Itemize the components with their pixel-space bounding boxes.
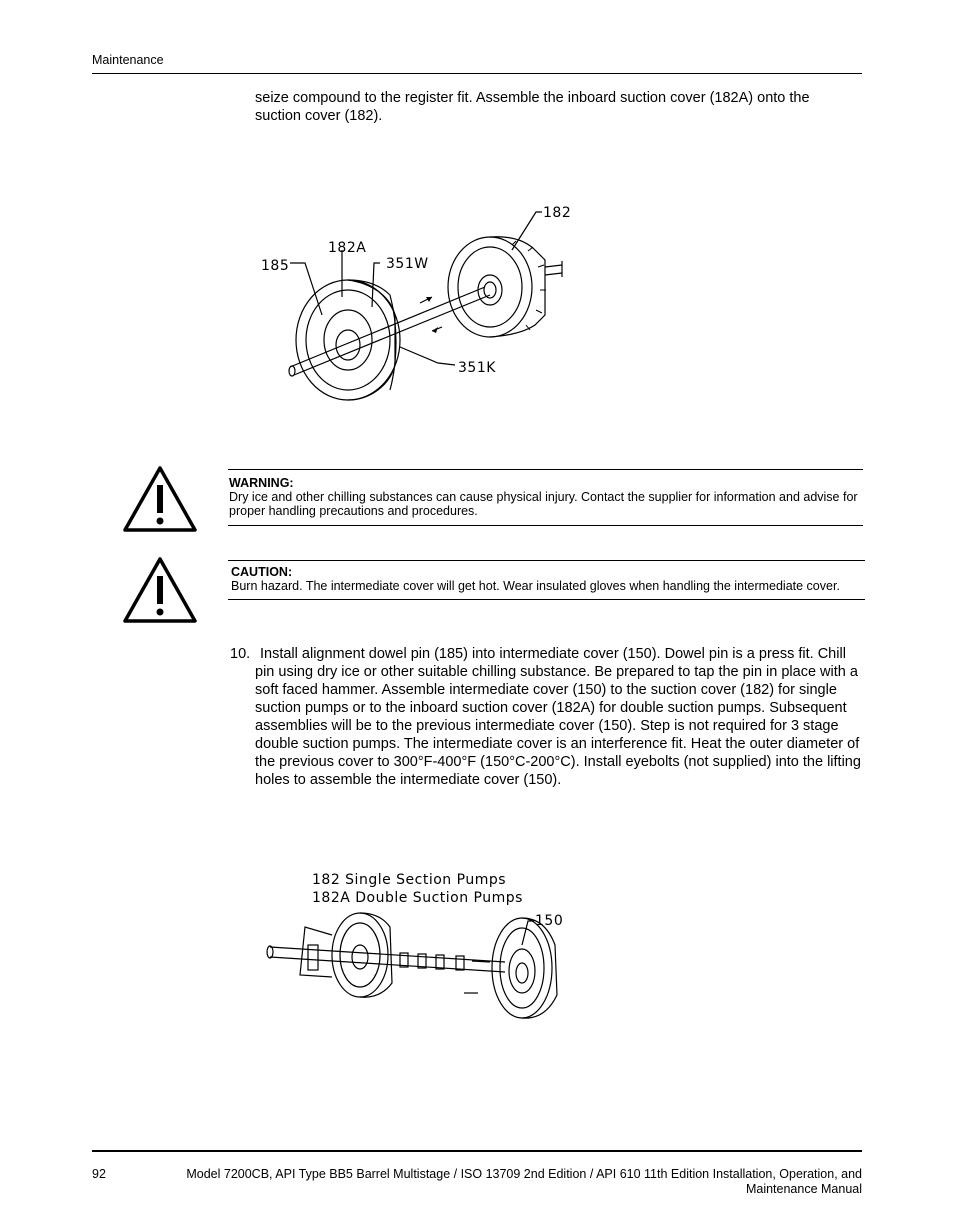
step-10	[230, 645, 864, 789]
footer-manual-title: Model 7200CB, API Type BB5 Barrel Multistage / ISO 13709 2nd Edition / API 610 11th Edition Installation, Operation, and Maintenance Manual	[186, 1167, 862, 1196]
step-number: 10.	[230, 646, 251, 662]
figure-suction-cover-assembly	[250, 195, 610, 410]
warning-triangle-icon	[122, 465, 198, 533]
intro-paragraph: seize compound to the register fit. Assemble the inboard suction cover (182A) onto the suction cover (182).	[255, 90, 810, 124]
label-150: 150	[535, 913, 564, 929]
header-section-label: Maintenance	[92, 53, 164, 67]
warning-body: Dry ice and other chilling substances can cause physical injury. Contact the supplier for information and advise for proper handling precautions and procedures.	[229, 490, 858, 518]
header-divider	[92, 73, 862, 74]
label-351k: 351K	[458, 360, 496, 376]
caution-body: Burn hazard. The intermediate cover will get hot. Wear insulated gloves when handling the intermediate cover.	[231, 579, 840, 593]
label-182a: 182A	[328, 240, 367, 256]
label-185: 185	[261, 258, 290, 274]
caution-triangle-icon	[122, 556, 198, 624]
caution-title: CAUTION:	[231, 565, 293, 579]
caption-line-2: 182A Double Suction Pumps	[312, 890, 523, 906]
figure-intermediate-cover-assembly	[260, 865, 580, 1030]
caption-line-1: 182 Single Section Pumps	[312, 872, 507, 888]
label-182: 182	[543, 205, 572, 221]
page-number: 92	[92, 1167, 106, 1181]
warning-notice	[228, 469, 863, 526]
step-text: Install alignment dowel pin (185) into intermediate cover (150). Dowel pin is a press fit. Chill pin using dry ice or other suitable chilling substance. Be prepared to tap the pin in place with a soft faced hammer. Assemble intermediate cover (150) to the suction cover (182) for single suction pumps or to the inboard suction cover (182A) for double suction pumps. Subsequent assemblies will be to the previous intermediate cover (150). Step is not required for 3 stage double suction pumps. The intermediate cover is an interference fit. Heat the outer diameter of the previous cover to 300°F-400°F (150°C-200°C). Install eyebolts (not supplied) into the lifting holes to assemble the intermediate cover (150).	[255, 646, 861, 788]
warning-title: WARNING:	[229, 476, 294, 490]
label-351w: 351W	[386, 256, 429, 272]
caution-notice	[228, 560, 865, 600]
footer-divider	[92, 1150, 862, 1152]
